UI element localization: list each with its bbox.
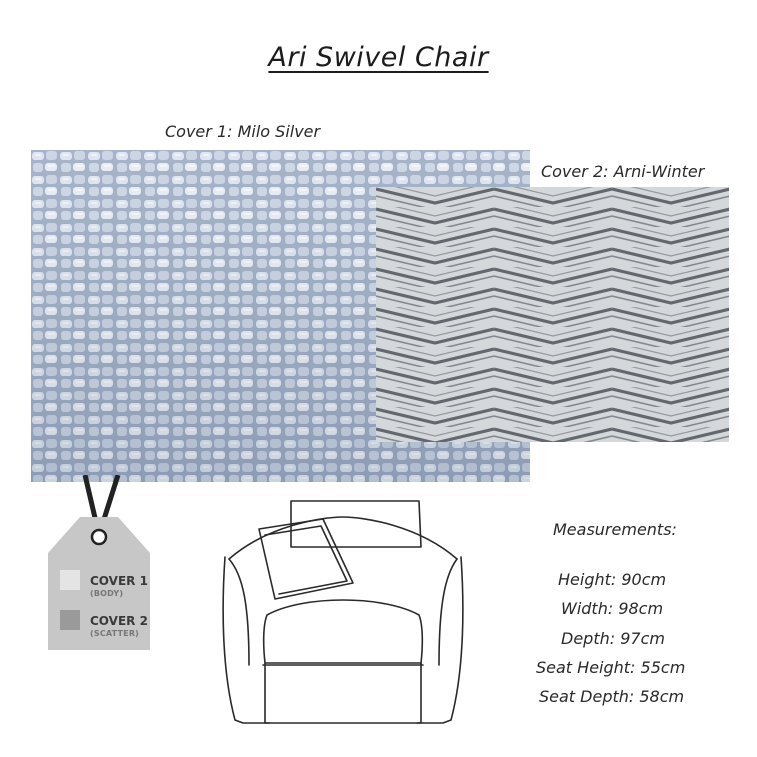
measurements-title: Measurements: — [553, 520, 677, 539]
swivel-chair-drawing-icon — [213, 495, 473, 727]
cover2-color-box — [60, 610, 80, 630]
cover1-color-box — [60, 570, 80, 590]
cover1-caption: Cover 1: Milo Silver — [165, 122, 321, 141]
page-title: Ari Swivel Chair — [268, 42, 489, 73]
tag-cover2-label: COVER 2 — [90, 614, 148, 628]
tag-cover2-row — [60, 610, 160, 638]
tag-cover1-sub: (BODY) — [90, 589, 124, 598]
tag-cover1-row — [60, 570, 160, 598]
tag-cover2-sub: (SCATTER) — [90, 629, 140, 638]
measurement-text: Seat Depth: 58cm — [539, 687, 685, 706]
measurement-text: Height: 90cm — [558, 570, 667, 589]
cover2-fabric-swatch — [376, 187, 729, 442]
measurement-text: Width: 98cm — [561, 599, 664, 618]
measurement-text: Seat Height: 55cm — [536, 658, 686, 677]
measurement-text: Depth: 97cm — [561, 629, 665, 648]
cover2-caption: Cover 2: Arni-Winter — [541, 162, 705, 181]
tag-cover1-label: COVER 1 — [90, 574, 148, 588]
